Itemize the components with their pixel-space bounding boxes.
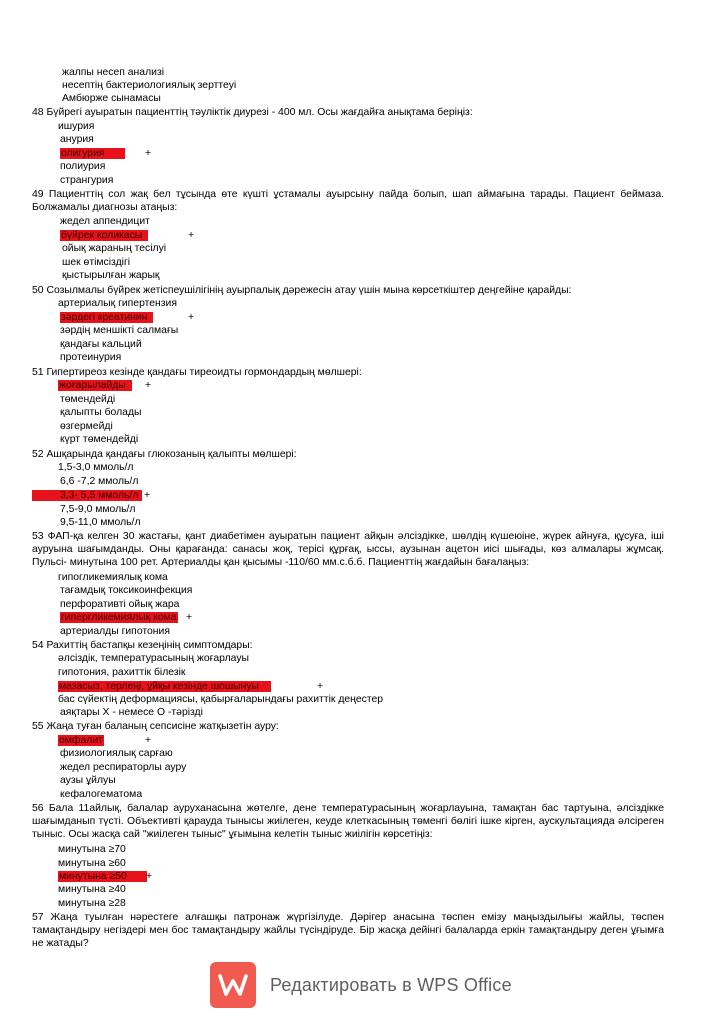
q56-option-correct: [58, 870, 147, 883]
correct-mark: +: [188, 312, 195, 323]
q55-option-4: аузы ұйлуы: [60, 775, 116, 786]
q54-option-2: гипотония, рахиттік білезік: [58, 667, 186, 678]
q48-option-5: странгурия: [60, 175, 114, 186]
q50-option-correct: [60, 311, 153, 324]
correct-mark: +: [145, 735, 152, 746]
q52-option-4: 7,5-9,0 ммоль/л: [60, 504, 136, 515]
correct-highlight: 3,3- 5,5 ммоль/л: [32, 490, 142, 501]
q50-option-4: қандағы кальций: [60, 339, 142, 350]
correct-mark: +: [146, 871, 153, 882]
q51-question: 51 Гипертиреоз кезінде қандағы тиреоидты гормондардың мөлшері:: [32, 367, 362, 378]
q54-option-5: аяқтары Х - немесе О -тәрізді: [60, 707, 203, 718]
correct-mark: +: [145, 148, 152, 159]
q53-option-5: артериалды гипотония: [60, 626, 170, 637]
wps-logo-icon: [210, 962, 256, 1008]
q54-question: 54 Рахиттің бастапқы кезеңінің симптомдары:: [32, 640, 253, 651]
q53-option-correct: [60, 611, 178, 624]
correct-highlight: жоғарылайды: [58, 380, 132, 391]
correct-mark: +: [188, 230, 195, 241]
q49-option-1: жедел аппендицит: [60, 216, 150, 227]
q49-option-4: шек өтімсіздігі: [62, 257, 131, 268]
q57-question: 57 Жаңа туылған нәрестеге алғашқы патронаж жүргізілуде. Дәрігер анасына төспен емізу маңыздылығы жайлы, төспен тамақтандыру негіздері мен бос тамақтандыру жайлы түсіндіруде. Бір жасқа дейінгі балаларда еркін тамақтандыру деген ұғымға не жатады?: [32, 912, 664, 949]
q48-option-correct: [60, 147, 125, 160]
q54-option-1: әлсіздік, температурасының жоғарлауы: [58, 653, 249, 664]
q51-option-3: қалыпты болады: [60, 407, 142, 418]
q56-option-5: минутына ≥28: [58, 898, 126, 909]
wps-edit-button[interactable]: [210, 962, 540, 1008]
correct-mark: +: [186, 612, 193, 623]
q55-option-3: жедел респираторлы ауру: [60, 762, 187, 773]
q55-option-correct: [58, 734, 104, 747]
q55-question: 55 Жаңа туған баланың сепсисіне жатқызетін ауру:: [32, 721, 279, 732]
q51-option-correct: [58, 379, 132, 392]
correct-highlight: омфалит: [59, 735, 103, 746]
correct-highlight: минутына ≥50: [58, 871, 147, 882]
q53-question: 53 ФАП-қа келген 30 жастағы, қант диабетімен ауыратын пациент айқын әлсіздікке, шөлдің күшеюіне, жүрек айнуға, құсуға, іші ауруына шағымданды. Оны қарағанда: санасы жоқ, терісі құрғақ, ыссы, аузынан ацетон иісі шығады, көз алмалары жұмсақ. Пульсі- минутына 100 рет. Артериалды қан қысымы -110/60 мм.с.б.б. Пациенттің жағдайын бағалаңыз:: [32, 531, 664, 568]
q52-option-1: 1,5-3,0 ммоль/л: [58, 462, 134, 473]
q50-option-1: артериалық гипертензия: [58, 298, 177, 309]
correct-highlight: гипергликемиялық кома: [61, 612, 177, 623]
correct-highlight: бүйрек коликасы: [60, 230, 148, 241]
q52-option-2: 6,6 -7,2 ммоль/л: [60, 476, 139, 487]
q50-option-3: зәрдің меншікті салмағы: [60, 325, 179, 336]
q54-option-4: бас сүйектің деформациясы, қабырғаларындағы рахиттік деңестер: [58, 694, 384, 705]
q51-option-5: күрт төмендейді: [60, 434, 139, 445]
q55-option-2: физиологиялық сарғаю: [60, 748, 173, 759]
q55-option-5: кефалогематома: [60, 789, 143, 800]
q50-question: 50 Созылмалы бүйрек жетіспеушілігінің ауырпалық дәрежесін атау үшін мына көрсеткіштер деңгейіне қарайды:: [32, 285, 572, 296]
correct-highlight: олигурия: [60, 148, 125, 159]
q48-option-4: полиурия: [60, 161, 106, 172]
q49-option-correct: [60, 229, 148, 242]
correct-mark: +: [145, 380, 152, 391]
wps-edit-label: Редактировать в WPS Office: [270, 974, 512, 995]
correct-mark: +: [144, 490, 151, 501]
q51-option-2: төмендейді: [60, 394, 116, 405]
q52-question: 52 Ашқарында қандағы глюкозаның қалыпты мөлшері:: [32, 449, 297, 460]
q47-option-1: жалпы несеп анализі: [62, 67, 165, 78]
q53-option-1: гипогликемиялық кома: [58, 572, 168, 583]
q48-option-1: ишурия: [58, 121, 95, 132]
q52-option-5: 9,5-11,0 ммоль/л: [60, 517, 141, 528]
q48-question: 48 Бүйрегі ауыратын пациенттің тәуліктік диурезі - 400 мл. Осы жағдайға анықтама беріңіз:: [32, 107, 473, 118]
q47-option-2: несептің бактериологиялық зерттеуі: [62, 80, 237, 91]
correct-highlight: мазасыз, терлеңі, ұйқы кезінде шошынуы: [58, 681, 271, 692]
correct-mark: +: [317, 681, 324, 692]
q56-option-4: минутына ≥40: [58, 884, 126, 895]
q49-option-5: қыстырылған жарық: [62, 270, 160, 281]
correct-highlight: зәрдегі креатинин: [60, 312, 153, 323]
q53-option-2: тағамдық токсикоинфекция: [60, 585, 193, 596]
q49-question: 49 Пациенттің сол жақ бел тұсында өте күшті ұстамалы ауырсыну пайда болып, шап аймағына тарады. Пациент беймаза. Болжамалы диагнозы атаңыз:: [32, 189, 664, 213]
q53-option-3: перфоративті ойық жара: [60, 599, 180, 610]
q52-option-correct: [32, 489, 142, 502]
q54-option-correct: [58, 680, 271, 693]
q47-option-3: Амбюрже сынамасы: [62, 93, 161, 104]
q50-option-5: протеинурия: [60, 352, 122, 363]
wps-w-icon: [218, 973, 248, 997]
q49-option-3: ойық жараның тесілуі: [62, 243, 167, 254]
q48-option-2: анурия: [60, 134, 94, 145]
q56-option-2: минутына ≥60: [58, 858, 126, 869]
q51-option-4: өзгермейді: [60, 421, 113, 432]
q56-question: 56 Бала 11айлық, балалар ауруханасына жөтелге, дене температурасының жоғарлауына, тамақтан бас тартуына, әлсіздікке шағымданып түсті. Объективті қарауда тынысы жиілеген, кеуде клеткасының төменгі бөлігі ішке кірген, аускультацияда әлсіреген тыныс. Осы жасқа сай "жиілеген тыныс" ұғымына келетін тыныс жиілігін көрсетіңіз:: [32, 803, 664, 840]
q56-option-1: минутына ≥70: [58, 844, 126, 855]
